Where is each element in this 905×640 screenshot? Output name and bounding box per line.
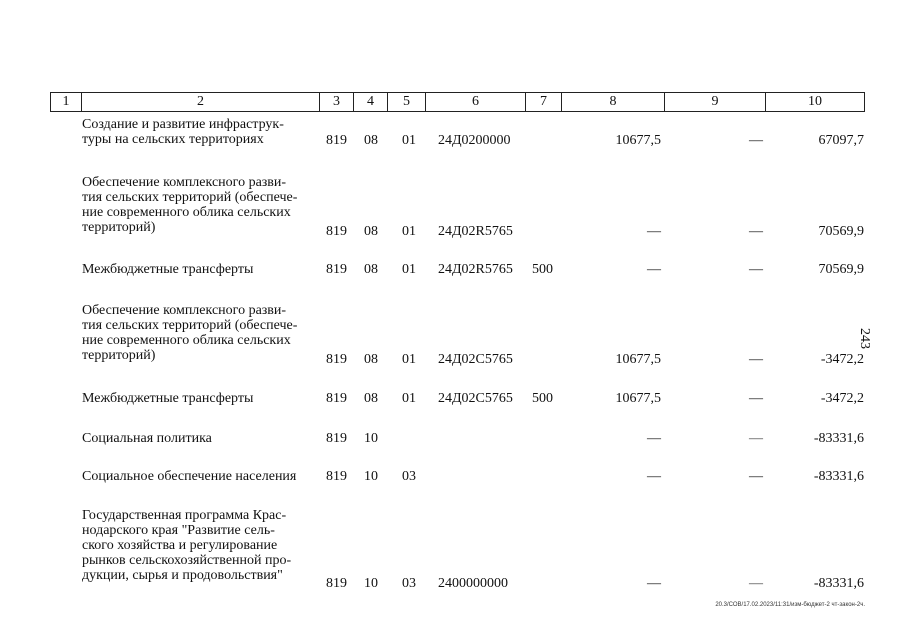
cell-col-10: -83331,6 <box>813 431 864 446</box>
row-name-line: ние современного облика сельских <box>82 333 291 348</box>
cell-col-8: — <box>647 431 661 446</box>
row-name-line: Межбюджетные трансферты <box>82 391 254 406</box>
row-name <box>82 431 318 446</box>
cell-section: 10 <box>364 431 378 446</box>
row-name-line: рынков сельскохозяйственной про- <box>82 553 292 568</box>
cell-expense-type: 500 <box>532 262 553 277</box>
document-footer: 20.3/СОВ/17.02.2023/11:31/изм-бюджет-2 чт-закон-2ч. <box>715 602 865 608</box>
header-col-9: 9 <box>664 93 765 111</box>
cell-col-8: — <box>647 262 661 277</box>
cell-col-8: 10677,5 <box>615 133 661 148</box>
header-col-3: 3 <box>319 93 353 111</box>
cell-subsection: 01 <box>402 262 416 277</box>
cell-section: 10 <box>364 469 378 484</box>
row-name <box>82 117 318 147</box>
cell-col-9: — <box>749 224 763 239</box>
cell-target-article: 24Д02С5765 <box>438 352 513 367</box>
row-name-line: Межбюджетные трансферты <box>82 262 254 277</box>
cell-subsection: 03 <box>402 469 416 484</box>
header-col-1: 1 <box>62 94 70 109</box>
column-number-header <box>50 92 865 112</box>
row-name-line: ского хозяйства и регулирование <box>82 538 278 553</box>
cell-ministry: 819 <box>326 431 347 446</box>
row-name <box>82 508 318 583</box>
page-number: 243 <box>857 328 872 349</box>
cell-col-9: — <box>749 262 763 277</box>
header-col-4: 4 <box>353 93 387 111</box>
header-col-7: 7 <box>525 93 561 111</box>
cell-target-article: 24Д02С5765 <box>438 391 513 406</box>
cell-subsection: 01 <box>402 352 416 367</box>
row-name-line: дукции, сырья и продовольствия" <box>82 568 283 583</box>
cell-section: 08 <box>364 391 378 406</box>
header-col-5: 5 <box>387 93 425 111</box>
cell-target-article: 24Д0200000 <box>438 133 511 148</box>
cell-col-10: 70569,9 <box>818 224 864 239</box>
row-name-line: Социальное обеспечение населения <box>82 469 297 484</box>
row-name-line: туры на сельских территориях <box>82 132 264 147</box>
cell-col-10: 67097,7 <box>818 133 864 148</box>
row-name-line: Создание и развитие инфраструк- <box>82 117 284 132</box>
row-name <box>82 175 318 235</box>
row-name <box>82 469 322 484</box>
cell-col-9: — <box>749 469 763 484</box>
cell-section: 08 <box>364 262 378 277</box>
header-col-6: 6 <box>425 93 525 111</box>
row-name-line: территорий) <box>82 220 156 235</box>
cell-col-9: — <box>749 133 763 148</box>
cell-ministry: 819 <box>326 391 347 406</box>
row-name-line: Обеспечение комплексного разви- <box>82 303 287 318</box>
cell-expense-type: 500 <box>532 391 553 406</box>
row-name <box>82 391 318 406</box>
cell-col-8: — <box>647 576 661 591</box>
cell-col-9: — <box>749 576 763 591</box>
cell-target-article: 24Д02R5765 <box>438 262 513 277</box>
cell-section: 10 <box>364 576 378 591</box>
header-col-8: 8 <box>561 93 664 111</box>
cell-ministry: 819 <box>326 224 347 239</box>
row-name-line: тия сельских территорий (обеспече- <box>82 190 298 205</box>
cell-col-10: -3472,2 <box>820 391 864 406</box>
cell-col-8: — <box>647 224 661 239</box>
cell-ministry: 819 <box>326 133 347 148</box>
cell-col-10: -83331,6 <box>813 576 864 591</box>
cell-section: 08 <box>364 352 378 367</box>
cell-ministry: 819 <box>326 469 347 484</box>
row-name-line: нодарского края "Развитие сель- <box>82 523 275 538</box>
row-name <box>82 303 318 363</box>
cell-section: 08 <box>364 133 378 148</box>
cell-col-8: — <box>647 469 661 484</box>
row-name-line: Государственная программа Крас- <box>82 508 287 523</box>
cell-col-8: 10677,5 <box>615 391 661 406</box>
cell-target-article: 2400000000 <box>438 576 508 591</box>
header-col-2: 2 <box>81 93 319 111</box>
row-name-line: ние современного облика сельских <box>82 205 291 220</box>
row-name-line: тия сельских территорий (обеспече- <box>82 318 298 333</box>
cell-col-9: — <box>749 431 763 446</box>
cell-col-10: 70569,9 <box>818 262 864 277</box>
cell-subsection: 03 <box>402 576 416 591</box>
row-name-line: территорий) <box>82 348 156 363</box>
row-name-line: Обеспечение комплексного разви- <box>82 175 287 190</box>
cell-subsection: 01 <box>402 391 416 406</box>
cell-subsection: 01 <box>402 224 416 239</box>
cell-ministry: 819 <box>326 576 347 591</box>
cell-col-9: — <box>749 352 763 367</box>
cell-target-article: 24Д02R5765 <box>438 224 513 239</box>
cell-col-10: -3472,2 <box>820 352 864 367</box>
cell-subsection: 01 <box>402 133 416 148</box>
header-col-10: 10 <box>765 93 864 111</box>
cell-ministry: 819 <box>326 262 347 277</box>
cell-col-9: — <box>749 391 763 406</box>
cell-col-10: -83331,6 <box>813 469 864 484</box>
cell-section: 08 <box>364 224 378 239</box>
cell-ministry: 819 <box>326 352 347 367</box>
cell-col-8: 10677,5 <box>615 352 661 367</box>
row-name <box>82 262 318 277</box>
row-name-line: Социальная политика <box>82 431 212 446</box>
